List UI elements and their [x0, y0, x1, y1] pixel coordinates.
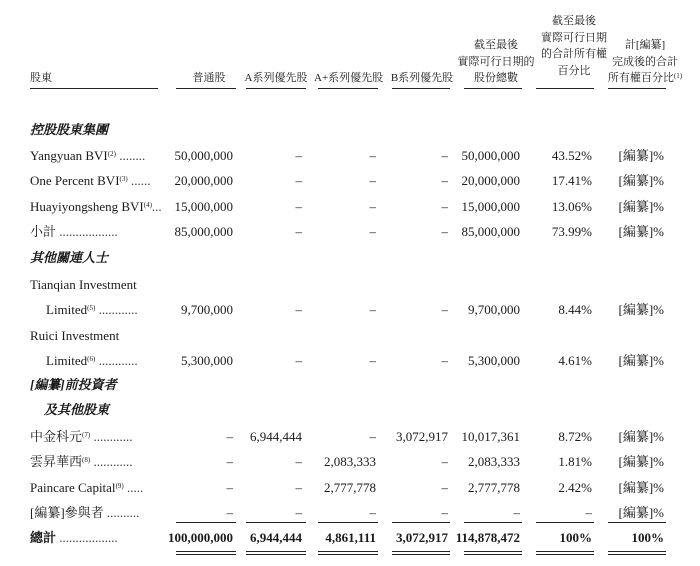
section-controlling-heading: 控股股東集團	[30, 122, 109, 137]
cell-pct-post: [編纂]%	[618, 480, 664, 495]
leader-dots: ......	[127, 173, 151, 188]
cell-pct-lpd: 8.44%	[558, 302, 592, 317]
cell-pct-post: [編纂]%	[618, 353, 664, 368]
header-pct-post-line: 計[編纂]	[624, 39, 666, 51]
cell-series-b: –	[441, 353, 448, 368]
cell-pct-lpd: 4.61%	[558, 353, 592, 368]
section-other-related-heading: 其他關連人士	[30, 250, 109, 265]
total-top-rule	[318, 522, 378, 523]
cell-series-a: –	[295, 173, 302, 188]
table-row-subtotal	[0, 220, 700, 244]
header-series-a-plus: A+系列優先股	[314, 72, 384, 84]
row-name: 雲昇華西	[30, 454, 83, 469]
cell-pct-lpd: 13.06%	[551, 199, 592, 214]
row-name: 小計	[30, 224, 57, 239]
total-bottom-rule	[536, 551, 594, 552]
table-row	[0, 144, 700, 168]
total-bottom-rule	[392, 554, 450, 555]
cell-ordinary: 5,300,000	[181, 353, 233, 368]
section-other-shareholders-heading: 及其他股東	[44, 402, 110, 417]
cell-series-a-plus: –	[369, 353, 376, 368]
cell-pct-lpd: 8.72%	[558, 429, 592, 444]
cell-series-b: –	[441, 224, 448, 239]
total-top-rule	[464, 522, 522, 523]
cell-pct-lpd: 73.99%	[551, 224, 592, 239]
leader-dots: ............	[95, 302, 138, 317]
cell-total-shares: 50,000,000	[461, 148, 520, 163]
row-label: Ruici Investment	[30, 328, 120, 343]
footnote-marker: (2)	[107, 150, 116, 158]
total-bottom-rule	[464, 551, 522, 552]
cell-total-shares: –	[513, 505, 520, 520]
footnote-marker: (8)	[82, 456, 91, 464]
total-top-rule	[176, 522, 236, 523]
table-row	[0, 298, 700, 322]
footnote-marker: (7)	[82, 431, 91, 439]
table-row	[0, 273, 700, 297]
cell-ordinary: 9,700,000	[181, 302, 233, 317]
leader-dots: ............	[90, 429, 133, 444]
cell-series-a: –	[295, 505, 302, 520]
row-label	[30, 220, 118, 244]
cell-series-a-plus: –	[369, 148, 376, 163]
cell-series-a-plus: –	[369, 505, 376, 520]
cell-ordinary: –	[226, 480, 233, 495]
header-pct-post	[606, 37, 684, 87]
cell-ordinary: 100,000,000	[168, 530, 233, 545]
footnote-marker: (6)	[87, 355, 96, 363]
cell-total-shares: 20,000,000	[461, 173, 520, 188]
cell-series-b: –	[441, 454, 448, 469]
table-row	[0, 169, 700, 193]
cell-pct-post: [編纂]%	[618, 429, 664, 444]
row-name: [編纂]參與者	[30, 505, 104, 520]
cell-pct-lpd: –	[585, 505, 592, 520]
leader-dots: .....	[123, 480, 144, 495]
table-row	[0, 349, 700, 373]
total-bottom-rule	[536, 554, 594, 555]
cell-series-a: 6,944,444	[250, 429, 302, 444]
header-pct-lpd	[534, 13, 614, 79]
cell-series-b: 3,072,917	[396, 429, 448, 444]
cell-pct-post: [編纂]%	[618, 173, 664, 188]
table-row	[0, 476, 700, 500]
cell-ordinary: 15,000,000	[174, 199, 233, 214]
cell-total-shares: 85,000,000	[461, 224, 520, 239]
cell-series-a: –	[295, 353, 302, 368]
section-heading-row	[0, 246, 700, 270]
cell-series-b: 3,072,917	[396, 530, 448, 545]
row-name: Limited	[46, 353, 88, 368]
cell-ordinary: –	[226, 429, 233, 444]
cell-total-shares: 9,700,000	[468, 302, 520, 317]
cell-pct-post: [編纂]%	[618, 454, 664, 469]
header-ordinary: 普通股	[192, 72, 226, 84]
header-rule-ordinary	[176, 88, 236, 89]
footnote-marker: (9)	[115, 482, 124, 490]
total-top-rule	[536, 522, 594, 523]
cell-ordinary: –	[226, 505, 233, 520]
cell-ordinary: 85,000,000	[174, 224, 233, 239]
section-pre-ipo-heading: [編纂]前投資者	[30, 377, 117, 392]
cell-series-b: –	[441, 480, 448, 495]
row-name: Limited	[46, 302, 88, 317]
total-bottom-rule	[608, 551, 666, 552]
leader-dots: ............	[90, 454, 133, 469]
cell-pct-post: [編纂]%	[618, 302, 664, 317]
cell-series-a: –	[295, 199, 302, 214]
row-name: 總計	[30, 530, 57, 545]
total-bottom-rule	[392, 551, 450, 552]
header-rule-series-a	[246, 88, 306, 89]
total-top-rule	[246, 522, 306, 523]
cell-series-a-plus: –	[369, 224, 376, 239]
cell-series-a: –	[295, 224, 302, 239]
total-bottom-rule	[464, 554, 522, 555]
header-total-shares-line: 實際可行日期的	[457, 55, 535, 68]
row-name: Yangyuan BVI	[30, 148, 108, 163]
header-shareholder: 股東	[30, 72, 52, 84]
cell-series-b: –	[441, 505, 448, 520]
row-label	[30, 169, 150, 193]
total-bottom-rule	[246, 554, 306, 555]
cell-pct-post: [編纂]%	[618, 199, 664, 214]
leader-dots: ..................	[56, 224, 118, 239]
cell-series-a-plus: –	[369, 199, 376, 214]
cell-series-a-plus: 4,861,111	[325, 530, 376, 545]
table-row	[0, 425, 700, 449]
table-row	[0, 324, 700, 348]
leader-dots: ............	[95, 353, 138, 368]
cell-series-b: –	[441, 302, 448, 317]
row-name: One Percent BVI	[30, 173, 120, 188]
cell-pct-lpd: 100%	[559, 530, 592, 545]
header-total-shares-line: 截至最後	[474, 39, 518, 51]
total-top-rule	[608, 522, 666, 523]
header-series-b: B系列優先股	[390, 72, 454, 84]
row-label	[30, 526, 118, 550]
total-bottom-rule	[176, 551, 236, 552]
cell-series-a-plus: –	[369, 302, 376, 317]
row-label	[30, 476, 143, 500]
cell-pct-lpd: 1.81%	[558, 454, 592, 469]
table-row	[0, 450, 700, 474]
header-rule-shareholder	[30, 88, 158, 89]
cell-pct-post: [編纂]%	[618, 505, 664, 520]
row-label	[46, 298, 138, 322]
cell-series-a-plus: –	[369, 173, 376, 188]
header-pct-lpd-line: 的合計所有權	[541, 48, 607, 60]
footnote-marker: (4)	[143, 201, 152, 209]
header-rule-series-b	[392, 88, 450, 89]
total-top-rule	[392, 522, 450, 523]
cell-series-a: –	[295, 148, 302, 163]
header-pct-lpd-line: 百分比	[557, 64, 591, 77]
header-pct-post-line: 所有權百分比	[607, 72, 674, 84]
row-name: Paincare Capital	[30, 480, 116, 495]
cell-series-b: –	[441, 173, 448, 188]
cell-series-a: 6,944,444	[250, 530, 302, 545]
cell-pct-post: 100%	[631, 530, 664, 545]
cell-total-shares: 15,000,000	[461, 199, 520, 214]
leader-dots: ..........	[103, 505, 140, 520]
cell-series-a: –	[295, 302, 302, 317]
total-bottom-rule	[608, 554, 666, 555]
section-heading-row	[0, 373, 700, 397]
cell-series-b: –	[441, 199, 448, 214]
row-label	[30, 450, 132, 474]
header-pct-lpd-line: 實際可行日期	[541, 31, 607, 44]
row-label	[30, 425, 132, 449]
cell-series-a-plus: 2,083,333	[324, 454, 376, 469]
header-rule-pct-lpd	[536, 88, 594, 89]
header-total-shares-line: 股份總數	[474, 72, 518, 84]
cell-total-shares: 5,300,000	[468, 353, 520, 368]
footnote-marker: (3)	[119, 175, 128, 183]
row-name: 中金科元	[30, 429, 83, 444]
row-label	[30, 144, 145, 168]
cell-pct-post: [編纂]%	[618, 224, 664, 239]
cell-series-a: –	[295, 480, 302, 495]
header-total-shares	[455, 37, 537, 87]
cell-pct-lpd: 2.42%	[558, 480, 592, 495]
cell-ordinary: –	[226, 454, 233, 469]
section-heading-row	[0, 118, 700, 142]
cell-total-shares: 10,017,361	[461, 429, 520, 444]
row-label	[30, 501, 139, 525]
leader-dots: ........	[115, 148, 146, 163]
total-bottom-rule	[318, 554, 378, 555]
header-pct-post-line: 完成後的合計	[612, 55, 678, 68]
footnote-marker: (1)	[673, 72, 683, 80]
total-bottom-rule	[246, 551, 306, 552]
leader-dots: ...	[151, 199, 162, 214]
cell-pct-post: [編纂]%	[618, 148, 664, 163]
cell-series-a: –	[295, 454, 302, 469]
row-name: Huayiyongsheng BVI	[30, 199, 144, 214]
cell-series-a-plus: –	[369, 429, 376, 444]
table-row	[0, 195, 700, 219]
total-bottom-rule	[318, 551, 378, 552]
cell-pct-lpd: 43.52%	[551, 148, 592, 163]
cell-total-shares: 114,878,472	[455, 530, 520, 545]
header-pct-lpd-line: 截至最後	[552, 15, 596, 27]
cell-series-a-plus: 2,777,778	[324, 480, 376, 495]
header-rule-pct-post	[608, 88, 666, 89]
row-label	[46, 349, 138, 373]
header-rule-total-shares	[464, 88, 522, 89]
footnote-marker: (5)	[87, 304, 96, 312]
leader-dots: ..................	[56, 530, 118, 545]
header-rule-series-a-plus	[318, 88, 378, 89]
section-heading-row	[0, 398, 700, 422]
cell-total-shares: 2,777,778	[468, 480, 520, 495]
header-series-a: A系列優先股	[244, 72, 308, 84]
cell-ordinary: 20,000,000	[174, 173, 233, 188]
total-bottom-rule	[176, 554, 236, 555]
cell-series-b: –	[441, 148, 448, 163]
cell-ordinary: 50,000,000	[174, 148, 233, 163]
cell-pct-lpd: 17.41%	[551, 173, 592, 188]
row-label	[30, 195, 162, 219]
row-label: Tianqian Investment	[30, 277, 137, 292]
cell-total-shares: 2,083,333	[468, 454, 520, 469]
table-row-total	[0, 526, 700, 550]
